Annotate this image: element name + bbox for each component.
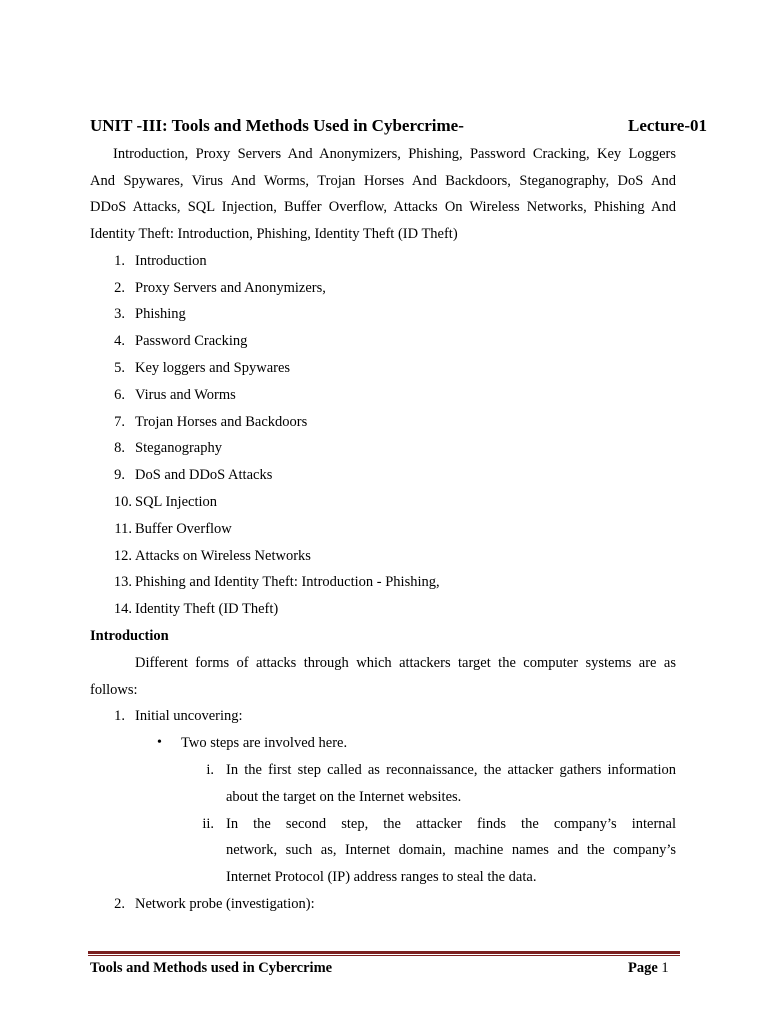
- list-item: Attacks on Wireless Networks: [135, 548, 311, 564]
- list-item: Key loggers and Spywares: [135, 360, 291, 376]
- intro-paragraph-line: And Spywares, Virus And Worms, Trojan Horses And Backdoors, Steganography, DoS And: [90, 173, 676, 189]
- list-item: Introduction: [135, 253, 207, 269]
- list-number: 9.: [114, 467, 125, 483]
- list-number: 2.: [114, 280, 125, 296]
- list-number: 14.: [113, 601, 132, 617]
- list-number: 2.: [114, 896, 125, 912]
- section-paragraph-line: follows:: [90, 682, 138, 698]
- list-number: 10.: [113, 494, 132, 510]
- bullet-item: Two steps are involved here.: [181, 735, 348, 751]
- list-item: Trojan Horses and Backdoors: [135, 414, 308, 430]
- page-label: Page: [628, 960, 658, 976]
- list-item: Identity Theft (ID Theft): [135, 601, 279, 617]
- list-item: Virus and Worms: [135, 387, 236, 403]
- list-number: 11.: [114, 521, 132, 537]
- sub-item-line: about the target on the Internet websites.: [226, 789, 462, 805]
- sub-item-line: network, such as, Internet domain, machine names and the company’s: [226, 842, 676, 858]
- sub-item-line: Internet Protocol (IP) address ranges to steal the data.: [226, 869, 537, 885]
- footer-rule-thin: [88, 955, 680, 956]
- list-number: 4.: [114, 333, 125, 349]
- intro-paragraph-line: DDoS Attacks, SQL Injection, Buffer Overflow, Attacks On Wireless Networks, Phishing And: [90, 199, 676, 215]
- list-item: Phishing and Identity Theft: Introduction - Phishing,: [135, 574, 440, 590]
- list-item: Network probe (investigation):: [135, 896, 315, 912]
- list-number: 3.: [114, 306, 125, 322]
- sub-item-line: In the first step called as reconnaissance, the attacker gathers information: [226, 762, 676, 778]
- list-number: 13.: [113, 574, 132, 590]
- sub-item-line: In the second step, the attacker finds the company’s internal: [226, 816, 676, 832]
- list-number: 7.: [114, 414, 125, 430]
- page-number-label: [628, 960, 669, 977]
- list-item: Proxy Servers and Anonymizers,: [135, 280, 326, 296]
- list-item: DoS and DDoS Attacks: [135, 467, 273, 483]
- list-number: 6.: [114, 387, 125, 403]
- footer-rule: [88, 951, 680, 954]
- list-item: Password Cracking: [135, 333, 248, 349]
- intro-paragraph-line: Introduction, Proxy Servers And Anonymizers, Phishing, Password Cracking, Key Loggers: [113, 146, 676, 162]
- sub-item-number: i.: [206, 762, 214, 778]
- list-number: 1.: [114, 708, 125, 724]
- list-item: Buffer Overflow: [135, 521, 232, 537]
- list-number: 12.: [113, 548, 132, 564]
- section-paragraph-line: Different forms of attacks through which attackers target the computer systems are as: [135, 655, 676, 671]
- list-number: 5.: [114, 360, 125, 376]
- unit-title: UNIT -III: Tools and Methods Used in Cybercrime-: [90, 116, 464, 135]
- footer-title: Tools and Methods used in Cybercrime: [90, 960, 333, 976]
- list-item: Steganography: [135, 440, 222, 456]
- section-heading: Introduction: [90, 628, 169, 644]
- list-item: SQL Injection: [135, 494, 218, 510]
- intro-paragraph-line: Identity Theft: Introduction, Phishing, Identity Theft (ID Theft): [90, 226, 458, 242]
- lecture-label: Lecture-01: [628, 116, 707, 135]
- list-number: 1.: [114, 253, 125, 269]
- page-number: 1: [661, 960, 669, 976]
- sub-item-number: ii.: [202, 816, 214, 832]
- list-item: Phishing: [135, 306, 186, 322]
- list-item: Initial uncovering:: [135, 708, 243, 724]
- bullet-icon: •: [157, 735, 162, 750]
- list-number: 8.: [114, 440, 125, 456]
